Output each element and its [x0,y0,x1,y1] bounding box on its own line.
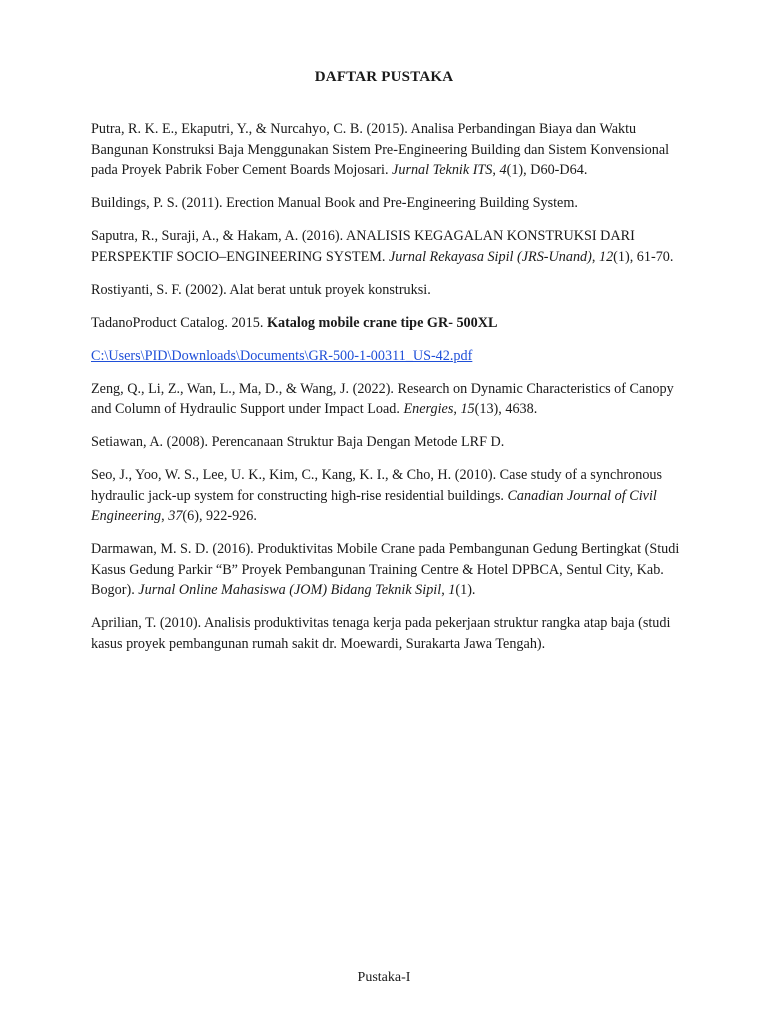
italic-text: Energies [403,401,454,417]
italic-text: 12 [598,248,614,265]
reference-text: , [453,401,461,417]
reference-entry [91,193,681,214]
reference-entry [91,539,681,601]
italic-text: Jurnal Online Mahasiswa (JOM) Bidang Teknik Sipil [138,582,442,598]
reference-entry [91,432,681,453]
reference-entry [91,379,681,420]
italic-text: 1 [448,582,456,598]
reference-text: (1), 61-70. [613,248,674,265]
reference-text: TadanoProduct Catalog. 2015. [91,314,267,331]
reference-entry [91,465,681,527]
italic-text: 15 [460,401,475,417]
reference-text: , [591,248,599,265]
italic-text: Jurnal Rekayasa Sipil (JRS-Unand) [388,248,592,265]
reference-text: , [492,162,500,178]
italic-text: 4 [499,162,507,178]
reference-text: Putra, R. K. E., Ekaputri, Y., & Nurcahyo, C. B. (2015). Analisa Perbandingan Biaya dan Waktu Bangunan Konstruksi Baja Menggunakan Sistem Pre-Engineering Building dan Sistem Konvensional pada Proyek Pabrik Fober Cement Boards Mojosari. [91,121,670,178]
reference-entry [91,613,681,654]
reference-text: (13), 4638. [474,401,538,417]
reference-text: , [441,582,449,598]
reference-entry [91,346,681,367]
reference-text: Seo, J., Yoo, W. S., Lee, U. K., Kim, C., Kang, K. I., & Cho, H. (2010). Case study of a synchronous hydraulic jack-up system for constructing high-rise residential buildings. [91,467,663,504]
italic-text: Jurnal Teknik ITS [392,162,493,178]
reference-text: (6), 922-926. [182,508,257,524]
reference-text: Saputra, R., Suraji, A., & Hakam, A. (2016). ANALISIS KEGAGALAN KONSTRUKSI DARI PERSPEKTIF SOCIO–ENGINEERING SYSTEM. [91,228,635,265]
reference-text: Aprilian, T. (2010). Analisis produktivitas tenaga kerja pada pekerjaan struktur rangka atap baja (studi kasus proyek pembangunan rumah sakit dr. Moewardi, Surakarta Jawa Tengah). [91,615,671,652]
reference-entry [91,280,681,301]
page-title: DAFTAR PUSTAKA [314,69,454,85]
reference-list [91,119,681,667]
reference-text: (1). [455,582,476,598]
reference-text: Setiawan, A. (2008). Perencanaan Struktur Baja Dengan Metode LRF D. [91,434,505,450]
reference-text: Darmawan, M. S. D. (2016). Produktivitas Mobile Crane pada Pembangunan Gedung Bertingkat (Studi Kasus Gedung Parkir “B” Proyek Pembangunan Training Centre & Hotel DPBCA, Sentul City, Kab. Bogor). [91,541,680,598]
reference-text: (1), D60-D64. [506,162,588,178]
reference-entry [91,313,681,334]
bold-text: Katalog mobile crane tipe GR- 500XL [266,314,498,331]
file-path-link[interactable]: C:\Users\PID\Downloads\Documents\GR-500-1-00311_US-42.pdf [91,347,473,364]
reference-entry [91,119,681,181]
page-footer: Pustaka-I [357,970,411,985]
reference-text: Buildings, P. S. (2011). Erection Manual Book and Pre-Engineering Building System. [91,195,578,211]
italic-text: Canadian Journal of Civil Engineering [91,487,657,524]
reference-text: Zeng, Q., Li, Z., Wan, L., Ma, D., & Wang, J. (2022). Research on Dynamic Characteristics of Canopy and Column of Hydraulic Support under Impact Load. [91,380,674,417]
reference-entry [91,226,681,267]
reference-text: Rostiyanti, S. F. (2002). Alat berat untuk proyek konstruksi. [91,281,431,298]
italic-text: 37 [168,508,183,524]
reference-text: , [161,508,169,524]
